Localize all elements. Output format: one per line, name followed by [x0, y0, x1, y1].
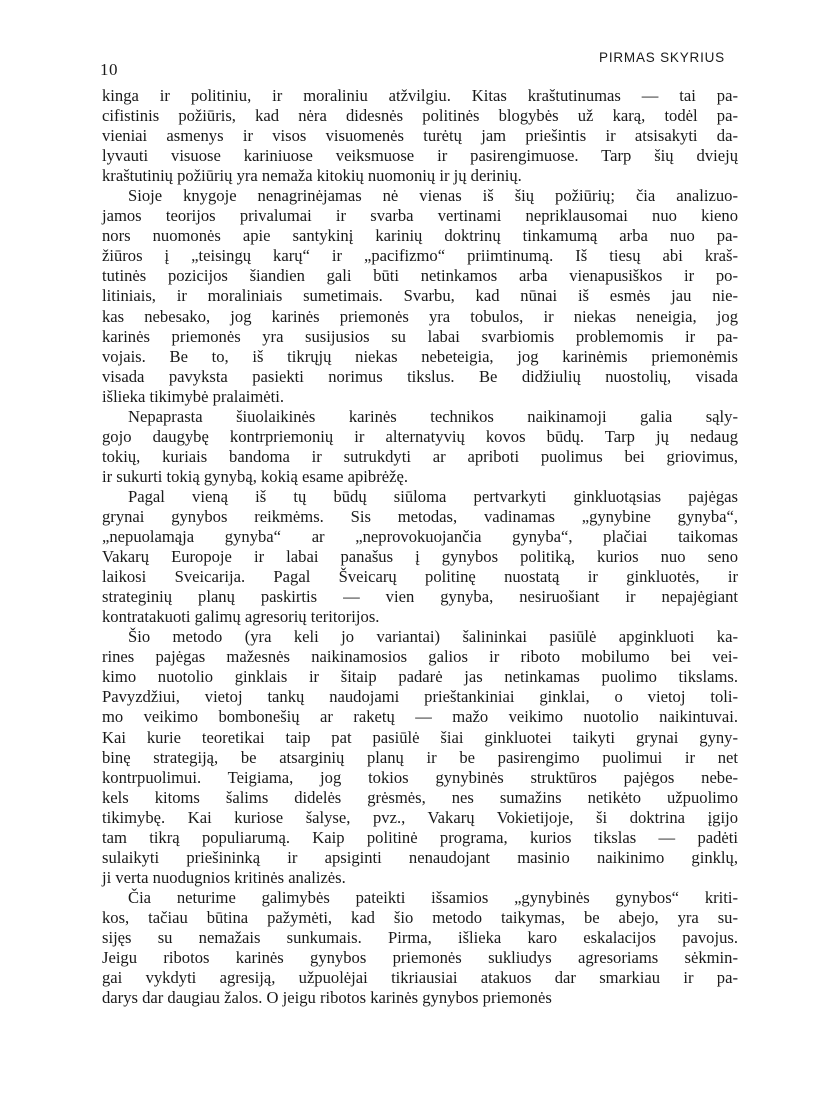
paragraph: [102, 186, 738, 407]
text-line: laikosi Sveicarija. Pagal Šveicarų politinę nuostatą ir ginkluotės, ir: [102, 567, 738, 587]
text-line: kas nebesako, jog karinės priemonės yra tobulos, ir niekas neneigia, jog: [102, 306, 738, 326]
text-line: tutinės pozicijos šiandien gali būti netinkamos arba vienapusiškos ir po-: [102, 266, 738, 286]
text-line: mo veikimo bombonešių ar raketų — mažo veikimo nuotolio naikintuvai.: [102, 707, 738, 727]
text-line: Pavyzdžiui, vietoj tankų naudojami prieštankiniai ginklai, o vietoj toli-: [102, 687, 738, 707]
text-line: lyvauti visuose kariniuose veiksmuose ir pasirengimuose. Tarp šių dviejų: [102, 146, 738, 166]
text-line: Pagal vieną iš tų būdų siūloma pertvarkyti ginkluotąsias pajėgas: [128, 486, 738, 506]
text-line: Čia neturime galimybės pateikti išsamios „gynybinės gynybos“ kriti-: [128, 887, 738, 907]
paragraph: [102, 86, 738, 186]
text-line: išlieka tikimybė pralaimėti.: [102, 386, 285, 406]
text-line: kinga ir politiniu, ir moraliniu atžvilgiu. Kitas kraštutinumas — tai pa-: [102, 86, 738, 105]
text-line: kels kitoms šalims didelės grėsmės, nes sumažins netikėto užpuolimo: [102, 787, 738, 807]
text-line: tam tikrą populiarumą. Kaip politinė programa, kurios tikslas — padėti: [102, 827, 738, 847]
paragraph: [102, 487, 738, 627]
text-line: ji verta nuodugnios kritinės analizės.: [102, 867, 346, 887]
text-line: kos, tačiau būtina pažymėti, kad šio metodo taikymas, be abejo, yra su-: [102, 907, 738, 927]
text-line: Kai kurie teoretikai taip pat pasiūlė šiai ginkluotei taikyti grynai gyny-: [102, 727, 738, 747]
text-line: „nepuolamąja gynyba“ ar „neprovokuojančia gynyba“, plačiai taikomas: [102, 527, 738, 547]
text-line: darys dar daugiau žalos. O jeigu ribotos karinės gynybos priemonės: [102, 988, 552, 1008]
paragraph: [102, 627, 738, 888]
text-line: sulaikyti priešininką ir apsiginti nenaudojant masinio naikinimo ginklų,: [102, 847, 738, 867]
text-line: strateginių planų paskirtis — vien gynyba, nesiruošiant ir nepajėgiant: [102, 587, 738, 607]
text-line: Nepaprasta šiuolaikinės karinės technikos naikinamoji galia sąly-: [128, 406, 738, 426]
running-head: PIRMAS SKYRIUS: [599, 50, 725, 65]
text-line: karinės priemonės yra susijusios su labai svarbiomis problemomis ir pa-: [102, 326, 738, 346]
text-line: kontratakuoti galimų agresorių teritorijos.: [102, 607, 380, 627]
text-line: binę strategiją, be atsarginių planų ir be pasirengimo puolimui ir net: [102, 747, 738, 767]
text-line: gai vykdyti agresiją, užpuolėjai tikriausiai atakuos dar smarkiau ir pa-: [102, 968, 738, 988]
text-line: kontrpuolimui. Teigiama, jog tokios gynybinės struktūros pajėgos nebe-: [102, 767, 738, 787]
text-line: jamos teorijos privalumai ir svarba vertinami nepriklausomai nuo kieno: [102, 206, 738, 226]
text-line: kraštutinių požiūrių yra nemaža kitokių nuomonių ir jų derinių.: [102, 166, 522, 186]
body-text: [102, 86, 738, 1008]
text-line: Šio metodo (yra keli jo variantai) šalininkai pasiūlė apginkluoti ka-: [128, 627, 738, 647]
text-line: rines pajėgas mažesnės naikinamosios galios ir riboto mobilumo bei vei-: [102, 647, 738, 667]
text-line: ir sukurti tokią gynybą, kokią esame apibrėžę.: [102, 466, 408, 486]
text-line: grynai gynybos reikmėms. Sis metodas, vadinamas „gynybine gynyba“,: [102, 506, 738, 526]
page-number: 10: [100, 60, 118, 79]
text-line: visada pavyksta pasiekti norimus tikslus. Be didžiulių nuostolių, visada: [102, 366, 738, 386]
paragraph: [102, 888, 738, 1008]
text-line: tokių, kuriais bandoma ir sutrukdyti ar apriboti puolimus bei griovimus,: [102, 446, 738, 466]
text-line: kimo nuotolio ginklais ir šitaip padarė jas netinkamas puolimo tikslams.: [102, 667, 738, 687]
paragraph: [102, 407, 738, 487]
text-line: gojo daugybę kontrpriemonių ir alternatyvių kovos būdų. Tarp jų nedaug: [102, 426, 738, 446]
text-line: Vakarų Europoje ir labai panašus į gynybos politiką, kurios nuo seno: [102, 547, 738, 567]
text-line: Jeigu ribotos karinės gynybos priemonės sukliudys agresoriams sėkmin-: [102, 948, 738, 968]
text-line: žiūros į „teisingų karų“ ir „pacifizmo“ priimtinumą. Iš tiesų abi kraš-: [102, 246, 738, 266]
text-line: litiniais, ir moraliniais sumetimais. Svarbu, kad nūnai iš esmės jau nie-: [102, 286, 738, 306]
text-line: cifistinis požiūris, kad nėra didesnės politinės blogybės už karą, todėl pa-: [102, 106, 738, 126]
text-line: sijęs su nemažais sunkumais. Pirma, išlieka karo eskalacijos pavojus.: [102, 927, 738, 947]
text-line: vieniai asmenys ir visos visuomenės turėtų jam priešintis ir atsisakyti da-: [102, 126, 738, 146]
text-line: nors nuomonės apie santykinį karinių doktrinų tinkamumą arba nuo pa-: [102, 226, 738, 246]
text-line: Sioje knygoje nenagrinėjamas nė vienas iš šių požiūrių; čia analizuo-: [128, 186, 738, 206]
text-line: tikimybę. Kai kuriose šalyse, pvz., Vakarų Vokietijoje, ši doktrina įgijo: [102, 807, 738, 827]
text-line: vojais. Be to, iš tikrųjų niekas nebeteigia, jog karinėmis priemonėmis: [102, 346, 738, 366]
